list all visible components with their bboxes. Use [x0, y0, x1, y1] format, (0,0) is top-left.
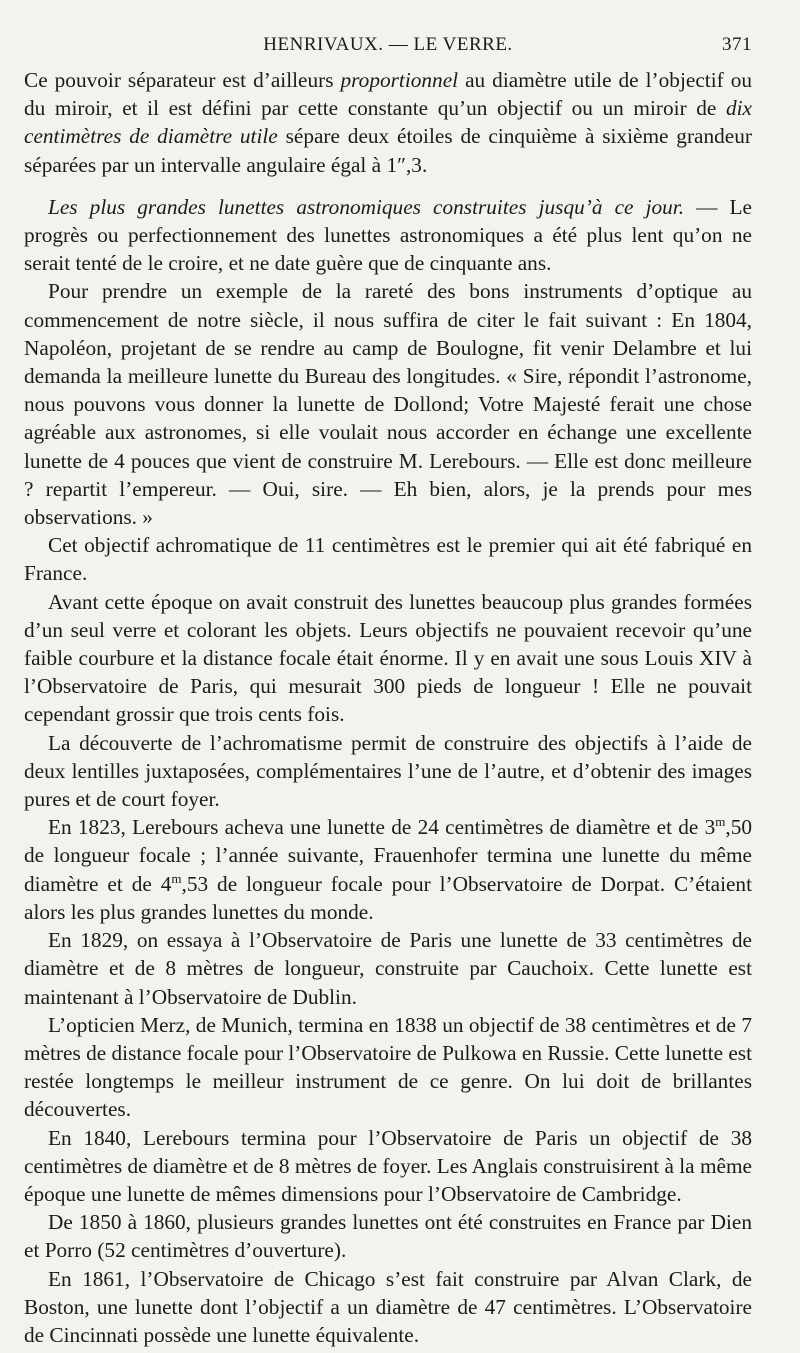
body-text [24, 66, 752, 1349]
text-run: sépare deux étoiles de cinquième à sixième grandeur séparées par un intervalle angulaire égal à 1″,3. [24, 124, 752, 177]
paragraph-merz: L’opticien Merz, de Munich, termina en 1838 un objectif de 38 centimètres et de 7 mètres de distance focale pour l’Observatoire de Pulkowa en Russie. Cette lunette est restée longtemps le meilleur instrument de ce genre. On lui doit de brillantes découvertes. [24, 1012, 753, 1122]
paragraph-achromatic-objective: Cet objectif achromatique de 11 centimètres est le premier qui ait été fabriqué en France. [24, 533, 752, 586]
text-run: Ce pouvoir séparateur est d’ailleurs [24, 68, 341, 92]
text-run: — Le progrès ou perfectionnement des lunettes astronomiques a été plus lent qu’on ne serait tenté de le croire, et ne date guère que de cinquante ans. [24, 194, 752, 276]
section-heading-paragraph [24, 193, 752, 278]
text-run: au diamètre utile de l’objectif ou du miroir, et il est défini par cette constante qu’un objectif ou un miroir de [24, 68, 753, 121]
superscript: m [715, 814, 726, 830]
text-run: ,53 de longueur focale pour l’Observatoire de Dorpat. C’étaient alors les plus grandes lunettes du monde. [24, 871, 752, 924]
paragraph-achromatism: La découverte de l’achromatisme permit de construire des objectifs à l’aide de deux lentilles juxtaposées, complémentaires l’une de l’autre, et d’obtenir des images pures et de court foyer. [24, 730, 752, 812]
page-number: 371 [722, 34, 752, 55]
paragraph-napoleon: Pour prendre un exemple de la rareté des bons instruments d’optique au commencement de notre siècle, il nous suffira de citer le fait suivant : En 1804, Napoléon, projetant de se rendre au camp de Boulogne, fit venir Delambre et lui demanda la meilleure lunette du Bureau des longitudes. « Sire, répondit l’astronome, nous pouvons vous donner la lunette de Dollond; Votre Majesté ferait une chose agréable aux astronomes, si elle voulait nous accorder en échange une excellente lunette de 4 pouces que vient de construire M. Lerebours. — Elle est donc meilleure ? repartit l’empereur. — Oui, sire. — Eh bien, alors, je la prends pour mes observations. » [24, 279, 752, 530]
paragraph-1829: En 1829, on essaya à l’Observatoire de Paris une lunette de 33 centimètres de diamètre et de 8 mètres de longueur, construite par Cauchoix. Cette lunette est maintenant à l’Observatoire de Dublin. [24, 928, 752, 1009]
section-heading: Les plus grandes lunettes astronomiques construites jusqu’à ce jour. [48, 194, 685, 219]
text-run: ,50 de longueur focale ; l’année suivante, Frauenhofer termina une lunette du même diamètre et de 4 [24, 815, 752, 896]
paragraph-early-lenses: Avant cette époque on avait construit des lunettes beaucoup plus grandes formées d’un seul verre et colorant les objets. Leurs objectifs ne pouvaient recevoir qu’une faible courbure et la distance focale était énorme. Il y en avait une sous Louis XIV à l’Observatoire de Paris, qui mesurait 300 pieds de longueur ! Elle ne pouvait cependant grossir que trois cents fois. [24, 589, 752, 727]
paragraph-1861: En 1861, l’Observatoire de Chicago s’est fait construire par Alvan Clark, de Boston, une lunette dont l’objectif a un diamètre de 47 centimètres. L’Observatoire de Cincinnati possède une lunette équivalente. [24, 1266, 752, 1347]
italic-run: dix centimètres de diamètre utile [24, 96, 752, 149]
paragraph-resolving-power [24, 66, 752, 179]
italic-run: proportionnel [340, 68, 459, 92]
paragraph-1840: En 1840, Lerebours termina pour l’Observatoire de Paris un objectif de 38 centimètres de diamètre et de 8 mètres de foyer. Les Anglais construisirent à la même époque une lunette de mêmes dimensions pour l’Observatoire de Cambridge. [24, 1125, 752, 1206]
paragraph-1823 [24, 813, 752, 926]
superscript: m [171, 870, 182, 886]
running-head: HENRIVAUX. — LE VERRE. [263, 34, 513, 55]
book-page [24, 30, 752, 1349]
page-header [24, 30, 752, 60]
text-run: En 1823, Lerebours acheva une lunette de 24 centimètres de diamètre et de 3 [48, 815, 716, 840]
paragraph-1850: De 1850 à 1860, plusieurs grandes lunettes ont été construites en France par Dien et Porro (52 centimètres d’ouverture). [24, 1210, 752, 1263]
